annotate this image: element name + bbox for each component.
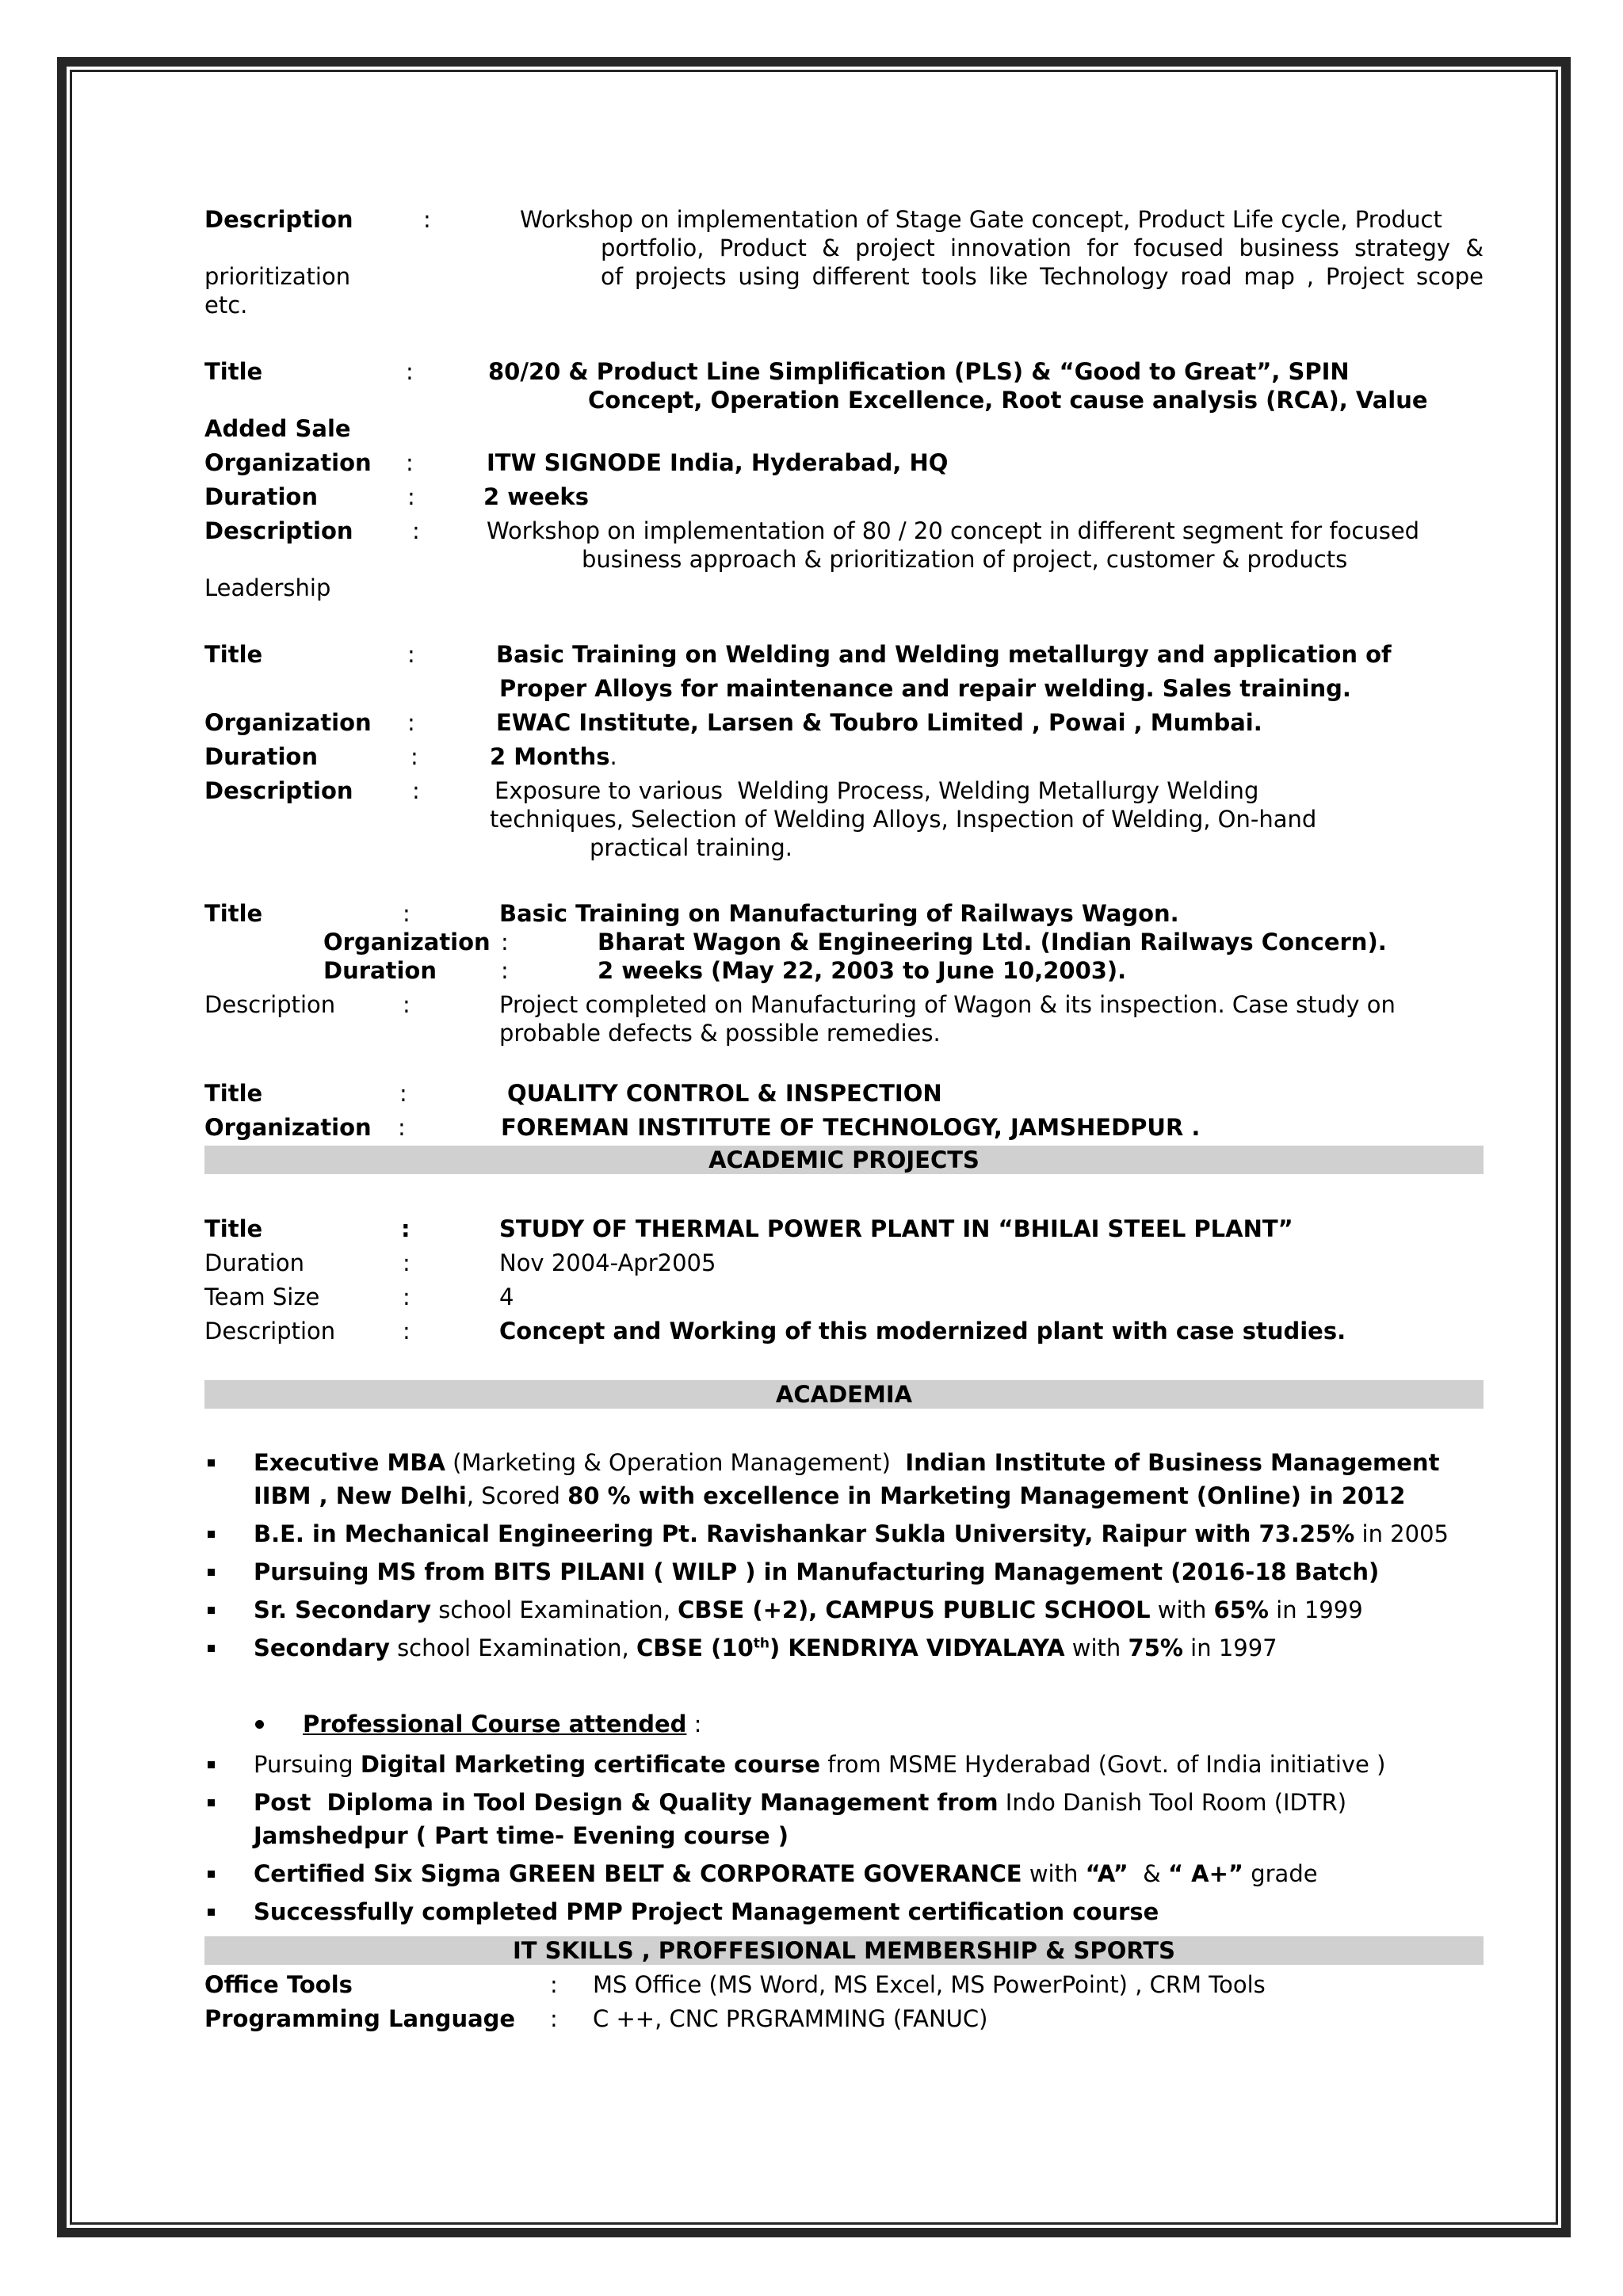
secondary-a: Secondary — [254, 1634, 390, 1661]
duration-value: 2 weeks — [483, 483, 589, 510]
programming-value: C ++, CNC PRGRAMMING (FANUC) — [593, 2005, 988, 2032]
description-text: of projects using different tools like Technology road map , Project scope — [601, 263, 1484, 290]
description-text: Project completed on Manufacturing of Wagon & its inspection. Case study on — [499, 991, 1396, 1018]
description-text: Leadership — [204, 574, 331, 601]
project-description-label: Description — [204, 1318, 336, 1344]
period: . — [609, 743, 617, 770]
training-title: Added Sale — [204, 415, 351, 442]
mba-location: IIBM , New Delhi — [254, 1482, 467, 1509]
title-label: Title — [204, 358, 263, 385]
sr-secondary-a: Sr. Secondary — [254, 1596, 432, 1623]
secondary-c: CBSE (10 — [636, 1634, 754, 1661]
secondary-sup: th — [753, 1635, 770, 1652]
colon: : — [550, 1971, 558, 1998]
description-text: portfolio, Product & project innovation for focused business strategy & — [601, 235, 1484, 261]
organization-label: Organization — [204, 449, 372, 476]
training-title: QUALITY CONTROL & INSPECTION — [507, 1080, 942, 1107]
description-text: practical training. — [590, 834, 793, 861]
colon: : — [399, 1080, 407, 1107]
duration-value: 2 weeks (May 22, 2003 to June 10,2003). — [598, 957, 1127, 984]
training-title: Proper Alloys for maintenance and repair welding. Sales training. — [499, 675, 1351, 702]
colon: : — [406, 449, 414, 476]
colon: : — [501, 957, 509, 984]
bullet-square-icon — [208, 1799, 215, 1806]
bullet-square-icon — [208, 1459, 215, 1466]
colon: : — [398, 1114, 406, 1141]
duration-label: Duration — [323, 957, 437, 984]
bullet-square-icon — [208, 1645, 215, 1652]
secondary-b: school Examination, — [389, 1634, 636, 1661]
description-label: Description — [204, 991, 336, 1018]
bullet-square-icon — [208, 1909, 215, 1916]
colon: : — [403, 900, 411, 927]
bullet-square-icon — [208, 1871, 215, 1878]
description-label: Description — [204, 206, 353, 233]
course-post-diploma-line2: Jamshedpur ( Part time- Evening course ) — [254, 1822, 789, 1849]
sr-secondary-e: 65% — [1213, 1596, 1269, 1623]
academia-secondary — [254, 1634, 1277, 1662]
training-title: 80/20 & Product Line Simplification (PLS) & “Good to Great”, SPIN — [488, 358, 1350, 385]
be-year: in 2005 — [1354, 1520, 1449, 1547]
professional-course-heading — [303, 1710, 701, 1738]
bullet-dot-icon — [255, 1720, 264, 1729]
mba-institute: Indian Institute of Business Management — [905, 1449, 1440, 1476]
organization-label: Organization — [323, 929, 491, 955]
course-six-sigma — [254, 1859, 1318, 1888]
colon: : — [403, 1318, 411, 1344]
organization-value: Bharat Wagon & Engineering Ltd. (Indian Railways Concern). — [598, 929, 1387, 955]
description-text: Exposure to various Welding Process, Welding Metallurgy Welding — [495, 777, 1259, 804]
team-size: 4 — [499, 1283, 514, 1310]
course-pmp: Successfully completed PMP Project Management certification course — [254, 1898, 1159, 1925]
ss-a: Certified Six Sigma GREEN BELT & CORPORATE GOVERANCE — [254, 1860, 1022, 1887]
colon: : — [403, 991, 411, 1018]
sr-secondary-f: in 1999 — [1268, 1596, 1363, 1623]
description-label: Description — [204, 777, 353, 804]
be-text: B.E. in Mechanical Engineering Pt. Ravishankar Sukla University, Raipur with 73.25% — [254, 1520, 1355, 1547]
academia-ms: Pursuing MS from BITS PILANI ( WILP ) in Manufacturing Management (2016-18 Batch) — [254, 1558, 1380, 1585]
academia-be — [254, 1520, 1449, 1548]
training-title: Concept, Operation Excellence, Root cause analysis (RCA), Value — [588, 387, 1428, 414]
colon: : — [411, 743, 418, 770]
project-title: STUDY OF THERMAL POWER PLANT IN “BHILAI STEEL PLANT” — [499, 1215, 1293, 1242]
dm-b: Digital Marketing certificate course — [360, 1751, 821, 1778]
colon: : — [407, 709, 415, 736]
colon: : — [403, 1283, 411, 1310]
bullet-square-icon — [208, 1761, 215, 1768]
ss-e: “ A+” — [1168, 1860, 1243, 1887]
mba-scored: , Scored — [466, 1482, 568, 1509]
colon: : — [407, 641, 415, 668]
team-size-label: Team Size — [204, 1283, 320, 1310]
description-text: Workshop on implementation of 80 / 20 concept in different segment for focused — [487, 517, 1420, 544]
ss-d: & — [1128, 1860, 1169, 1887]
colon: : — [550, 2005, 558, 2032]
course-post-diploma — [254, 1788, 1346, 1817]
training-title: Basic Training on Manufacturing of Railways Wagon. — [499, 900, 1179, 927]
ss-c: “A” — [1085, 1860, 1128, 1887]
duration-label: Duration — [204, 743, 318, 770]
professional-course-title: Professional Course attended — [303, 1711, 687, 1737]
section-heading-it-skills: IT SKILLS , PROFFESIONAL MEMBERSHIP & SPORTS — [204, 1936, 1484, 1965]
organization-label: Organization — [204, 709, 372, 736]
mba-degree: Executive MBA — [254, 1449, 445, 1476]
description-text: etc. — [204, 292, 248, 318]
duration-text: 2 Months — [490, 743, 610, 770]
title-label: Title — [204, 1080, 263, 1107]
colon: : — [501, 929, 509, 955]
project-duration-label: Duration — [204, 1249, 304, 1276]
academia-mba — [254, 1448, 1439, 1477]
office-tools-value: MS Office (MS Word, MS Excel, MS PowerPoint) , CRM Tools — [593, 1971, 1266, 1998]
organization-label: Organization — [204, 1114, 372, 1141]
project-title-label: Title — [204, 1215, 263, 1242]
bullet-square-icon — [208, 1607, 215, 1614]
secondary-d: ) KENDRIYA VIDYALAYA — [769, 1634, 1065, 1661]
secondary-f: 75% — [1128, 1634, 1183, 1661]
organization-value: EWAC Institute, Larsen & Toubro Limited , Powai , Mumbai. — [496, 709, 1262, 736]
colon: : — [403, 1249, 411, 1276]
organization-value: FOREMAN INSTITUTE OF TECHNOLOGY, JAMSHEDPUR . — [501, 1114, 1201, 1141]
colon: : — [401, 1215, 411, 1242]
ss-f: grade — [1243, 1860, 1318, 1887]
duration-label: Duration — [204, 483, 318, 510]
pd-a: Post Diploma in Tool Design & Quality Management from — [254, 1789, 999, 1816]
organization-value: ITW SIGNODE India, Hyderabad, HQ — [487, 449, 949, 476]
section-heading-academia: ACADEMIA — [204, 1380, 1484, 1409]
ss-b: with — [1022, 1860, 1086, 1887]
bullet-square-icon — [208, 1569, 215, 1576]
secondary-e: with — [1064, 1634, 1128, 1661]
course-digital-marketing — [254, 1750, 1385, 1779]
academia-mba-line2 — [254, 1482, 1405, 1510]
bullet-square-icon — [208, 1531, 215, 1538]
sr-secondary-d: with — [1150, 1596, 1214, 1623]
description-text: probable defects & possible remedies. — [499, 1020, 941, 1047]
duration-value — [490, 742, 617, 771]
colon: : — [412, 517, 420, 544]
sr-secondary-c: CBSE (+2), CAMPUS PUBLIC SCHOOL — [678, 1596, 1151, 1623]
programming-label: Programming Language — [204, 2005, 516, 2032]
title-label: Title — [204, 900, 263, 927]
colon: : — [423, 206, 431, 233]
project-duration: Nov 2004-Apr2005 — [499, 1249, 716, 1276]
dm-c: from MSME Hyderabad (Govt. of India initiative ) — [820, 1751, 1386, 1778]
training-title: Basic Training on Welding and Welding metallurgy and application of — [496, 641, 1392, 668]
colon: : — [406, 358, 414, 385]
description-text: techniques, Selection of Welding Alloys, Inspection of Welding, On-hand — [490, 806, 1317, 833]
description-label: Description — [204, 517, 353, 544]
colon: : — [407, 483, 415, 510]
colon: : — [412, 777, 420, 804]
description-text: Workshop on implementation of Stage Gate concept, Product Life cycle, Product — [520, 206, 1442, 233]
description-text: business approach & prioritization of project, customer & products — [582, 546, 1348, 573]
mba-score: 80 % with excellence in Marketing Management (Online) in 2012 — [567, 1482, 1406, 1509]
description-text: prioritization — [204, 263, 351, 290]
pd-b: Indo Danish Tool Room (IDTR) — [998, 1789, 1347, 1816]
title-label: Title — [204, 641, 263, 668]
professional-course-suffix: : — [686, 1711, 702, 1737]
office-tools-label: Office Tools — [204, 1971, 353, 1998]
sr-secondary-b: school Examination, — [431, 1596, 678, 1623]
dm-a: Pursuing — [254, 1751, 361, 1778]
section-heading-academic-projects: ACADEMIC PROJECTS — [204, 1146, 1484, 1174]
mba-spec: (Marketing & Operation Management) — [445, 1449, 906, 1476]
secondary-g: in 1997 — [1182, 1634, 1277, 1661]
project-description: Concept and Working of this modernized plant with case studies. — [499, 1318, 1346, 1344]
academia-sr-secondary — [254, 1596, 1363, 1624]
